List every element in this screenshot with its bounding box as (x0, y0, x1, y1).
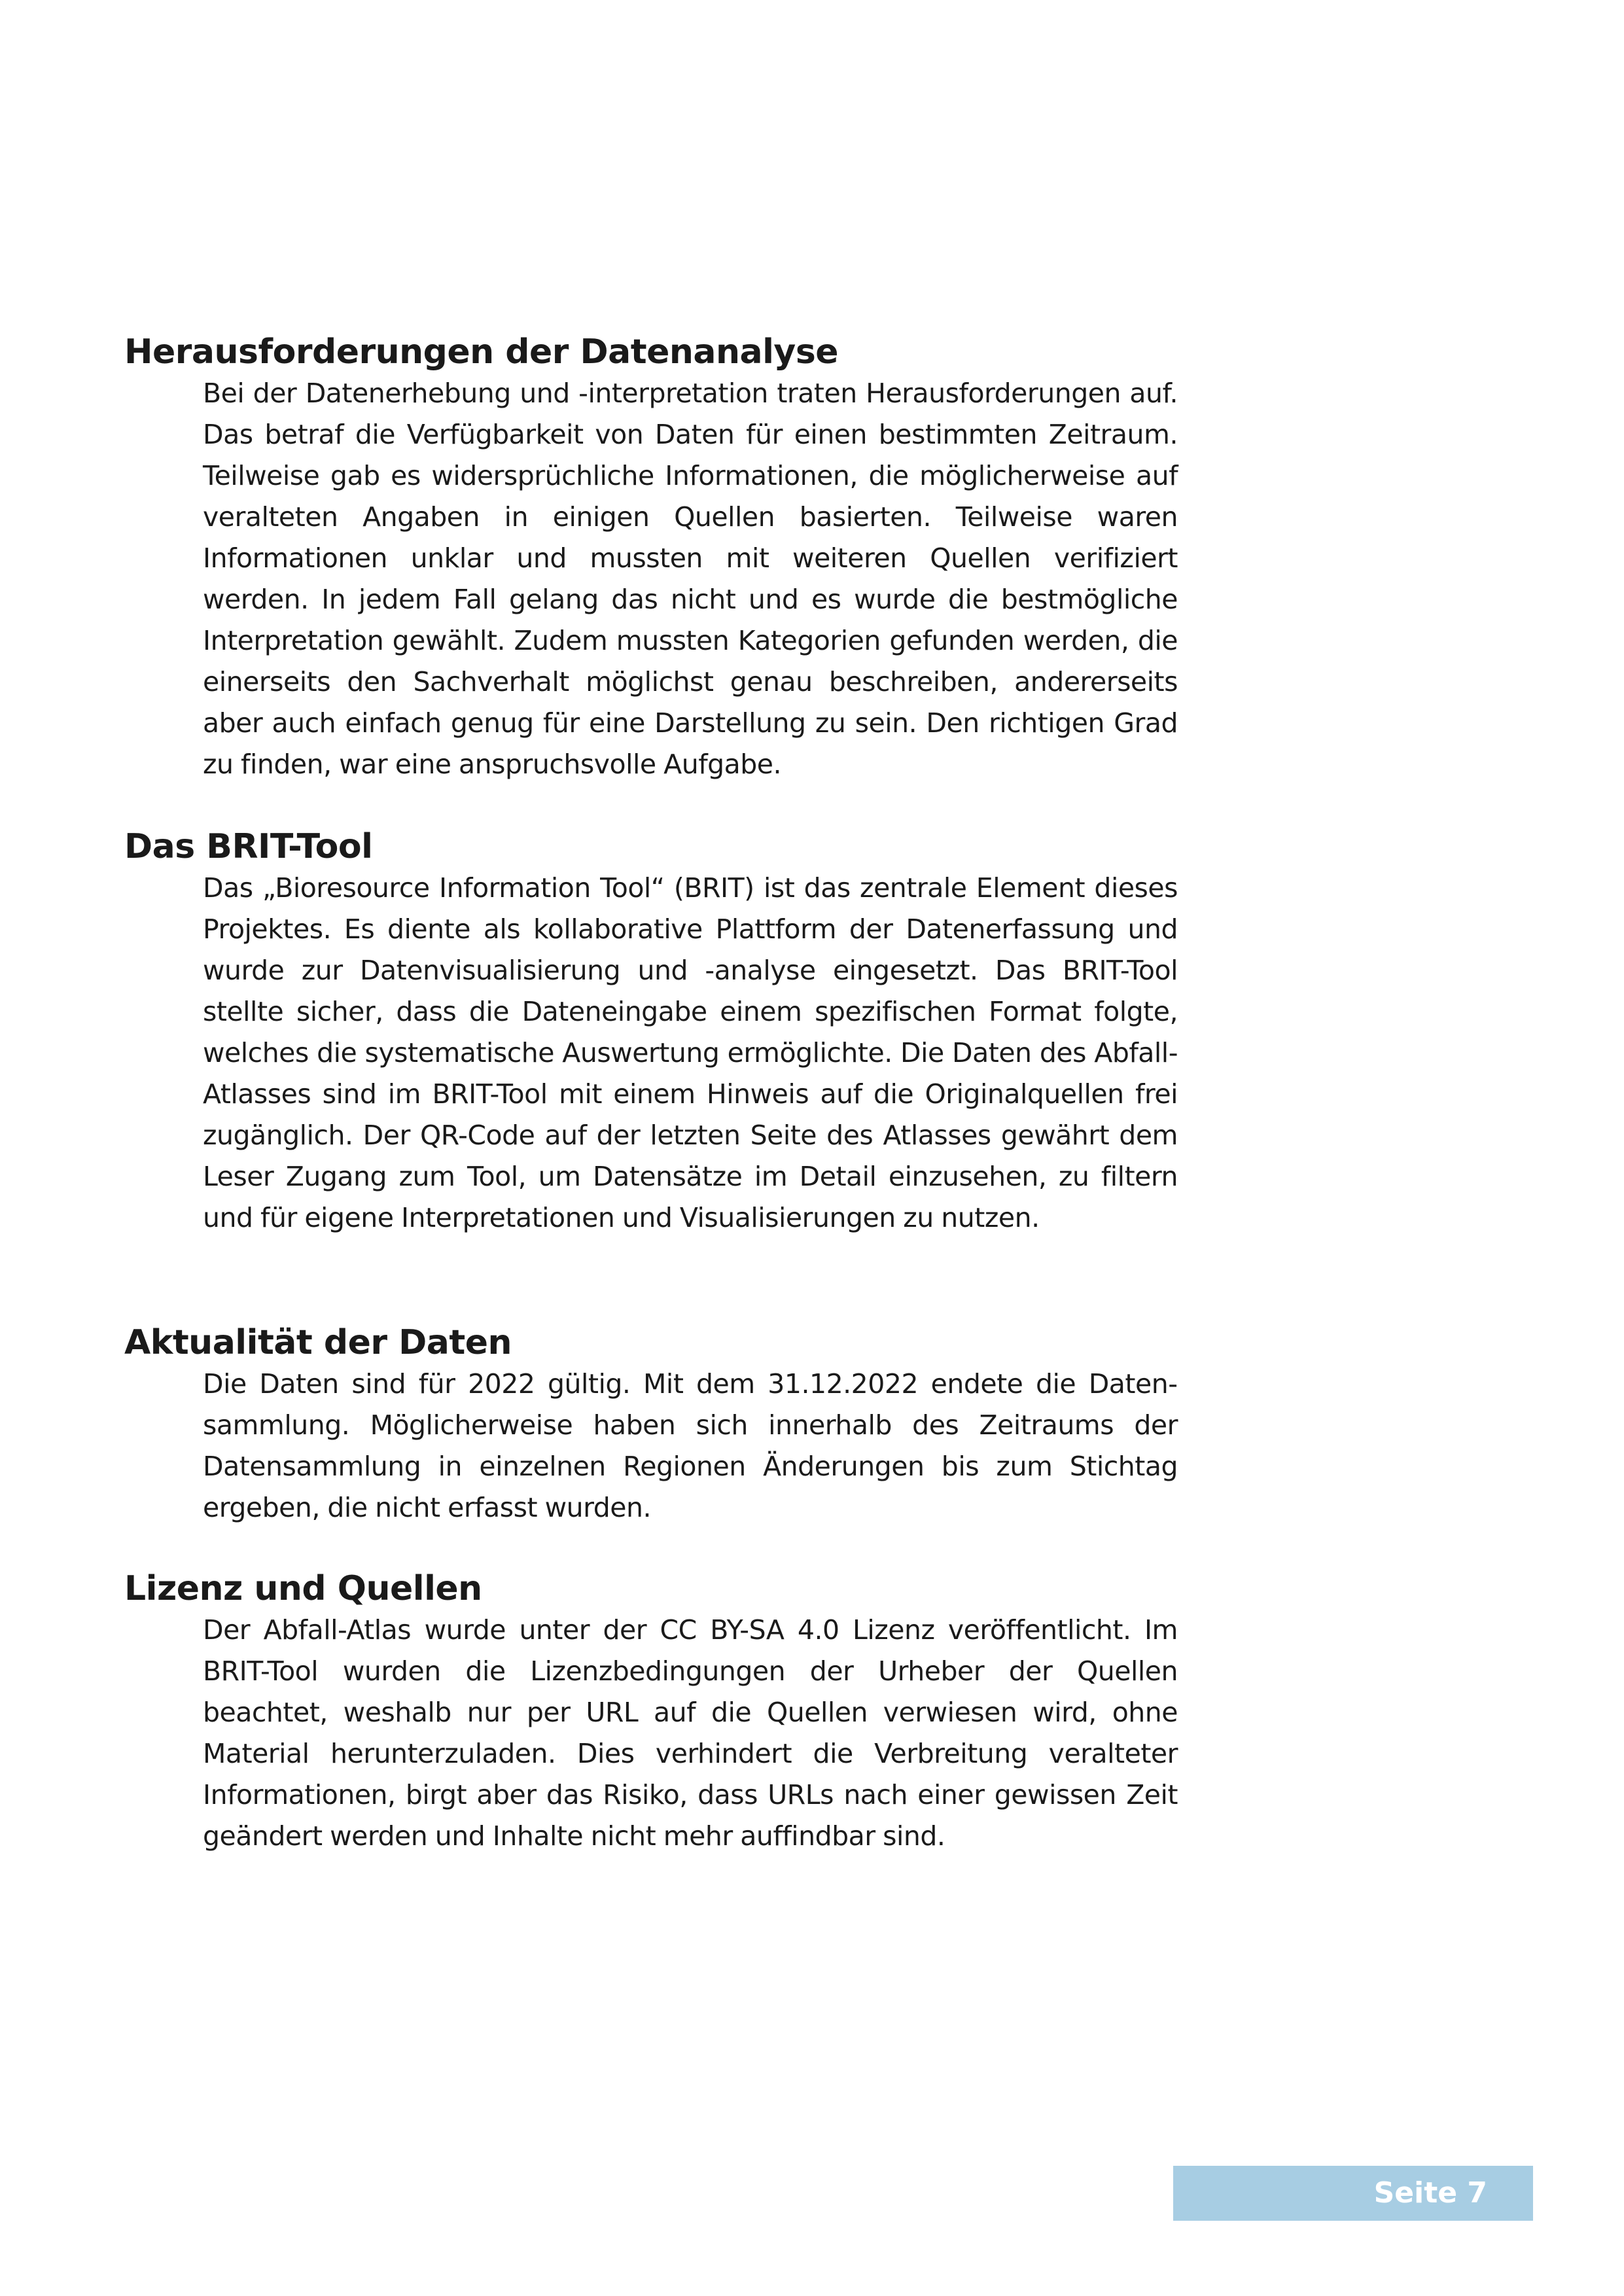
section-heading: Das BRIT-Tool (124, 827, 373, 866)
section-heading: Lizenz und Quellen (124, 1569, 482, 1608)
section-body: Bei der Datenerhebung und -interpretation traten Herausforderungen auf. Das betraf die Verfügbarkeit von Daten für einen bestimmten Zeitraum. Teilweise gab es widersprüchliche Informationen, die möglicherweise auf veralteten Angaben in einigen Quellen basierten. Teilweise waren Informationen unklar und mussten mit weiteren Quellen verifiziert werden. In jedem Fall gelang das nicht und es wurde die bestmögliche Interpretation gewählt. Zudem mussten Kategorien gefunden werden, die einerseits den Sachverhalt möglichst genau beschreiben, andererseits aber auch einfach genug für eine Darstellung zu sein. Den richtigen Grad zu finden, war eine anspruchsvolle Aufgabe. (203, 378, 1178, 780)
section-body: Das „Bioresource Information Tool“ (BRIT) ist das zentrale Element dieses Projektes. Es diente als kollaborative Plattform der Datenerfassung und wurde zur Datenvisualisierung und -analyse eingesetzt. Das BRIT-Tool stellte sicher, dass die Dateneingabe einem spezifischen Format folgte, welches die systematische Auswertung ermöglichte. Die Daten des Abfall-Atlasses sind im BRIT-Tool mit einem Hinweis auf die Originalquellen frei zugänglich. Der QR-Code auf der letzten Seite des Atlasses gewährt dem Leser Zugang zum Tool, um Datensätze im Detail einzusehen, zu filtern und für eigene Interpretationen und Visualisierungen zu nutzen. (203, 872, 1178, 1233)
section-aktualitaet (124, 1322, 1184, 1528)
section-heading: Herausforderungen der Datenanalyse (124, 332, 839, 372)
page-number: Seite 7 (1373, 2176, 1487, 2210)
section-brit-tool (124, 826, 1184, 1239)
section-heading: Aktualität der Daten (124, 1323, 512, 1362)
section-body: Die Daten sind für 2022 gültig. Mit dem 31.12.2022 endete die Datensammlung. Möglicherweise haben sich innerhalb des Zeitraums der Datensammlung in einzelnen Regionen Änderungen bis zum Stichtag ergeben, die nicht erfasst wurden. (203, 1368, 1178, 1523)
page-number-box (1173, 2166, 1533, 2221)
section-herausforderungen (124, 331, 1184, 785)
section-body: Der Abfall-Atlas wurde unter der CC BY-SA 4.0 Lizenz veröffentlicht. Im BRIT-Tool wurden die Lizenzbedingungen der Urheber der Quellen beachtet, weshalb nur per URL auf die Quellen verwiesen wird, ohne Material herunterzuladen. Dies verhindert die Verbreitung veralteter Informationen, birgt aber das Risiko, dass URLs nach einer gewissen Zeit geändert werden und Inhalte nicht mehr auffindbar sind. (203, 1614, 1178, 1852)
section-lizenz (124, 1568, 1184, 1857)
